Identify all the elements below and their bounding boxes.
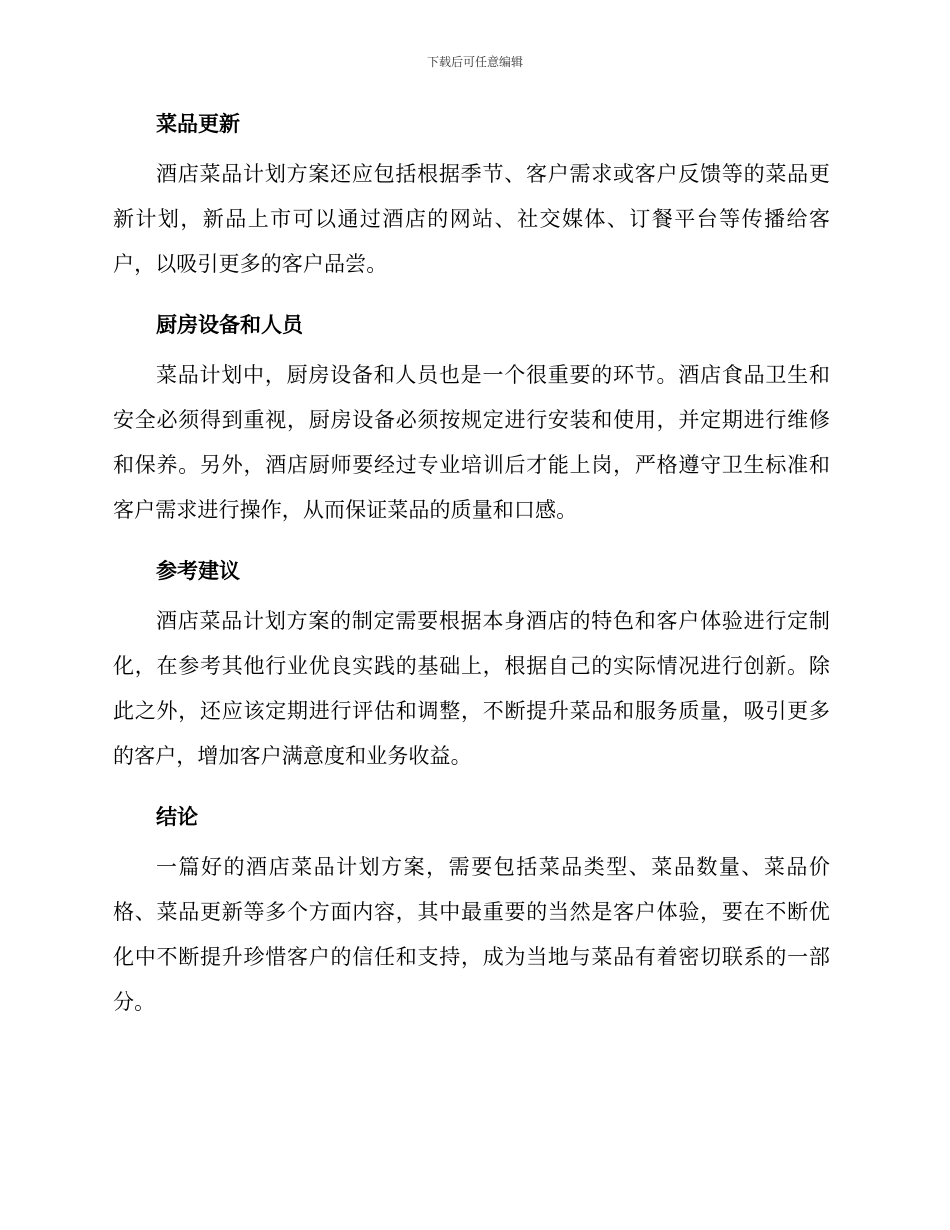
section-paragraph: 酒店菜品计划方案还应包括根据季节、客户需求或客户反馈等的菜品更新计划，新品上市可以通过酒店的网站、社交媒体、订餐平台等传播给客户，以吸引更多的客户品尝。 [113,162,830,276]
section-paragraph: 一篇好的酒店菜品计划方案，需要包括菜品类型、菜品数量、菜品价格、菜品更新等多个方面内容，其中最重要的当然是客户体验，要在不断优化中不断提升珍惜客户的信任和支持，成为当地与菜品有着密切联系的一部分。 [113,855,830,1014]
section-suggestions [113,556,830,779]
section-paragraph: 菜品计划中，厨房设备和人员也是一个很重要的环节。酒店食品卫生和安全必须得到重视，厨房设备必须按规定进行安装和使用，并定期进行维修和保养。另外，酒店厨师要经过专业培训后才能上岗，严格遵守卫生标准和客户需求进行操作，从而保证菜品的质量和口感。 [113,363,830,522]
section-heading: 菜品更新 [156,112,240,136]
section-heading: 参考建议 [156,559,240,583]
section-heading: 厨房设备和人员 [156,313,303,337]
section-paragraph: 酒店菜品计划方案的制定需要根据本身酒店的特色和客户体验进行定制化，在参考其他行业优良实践的基础上，根据自己的实际情况进行创新。除此之外，还应该定期进行评估和调整，不断提升菜品和服务质量，吸引更多的客户，增加客户满意度和业务收益。 [113,609,830,768]
page-header-note: 下载后可任意编辑 [426,55,523,69]
document-body [113,109,830,1048]
section-menu-update [113,109,830,287]
section-heading: 结论 [156,805,198,829]
section-conclusion [113,802,830,1025]
section-kitchen-staff [113,310,830,533]
